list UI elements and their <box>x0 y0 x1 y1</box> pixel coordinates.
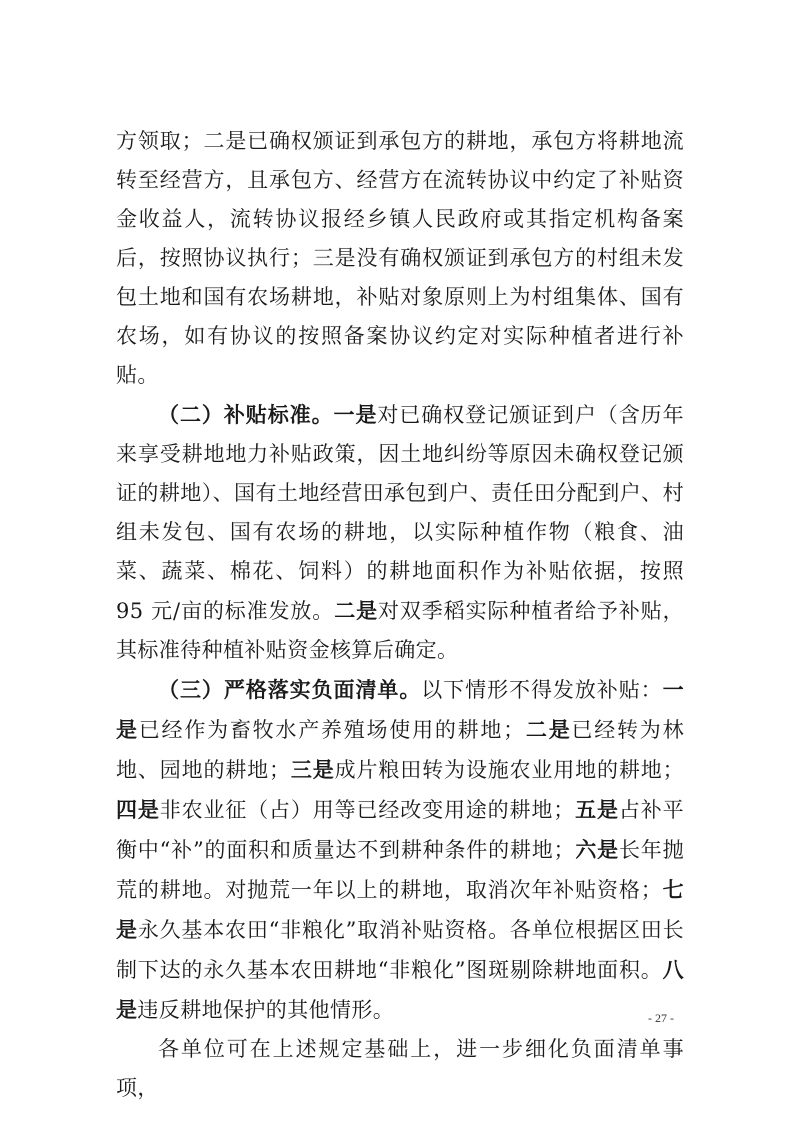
bold-text-run: （二）补贴标准。 <box>158 402 334 427</box>
body-paragraph <box>116 1030 684 1108</box>
text-run: 已经作为畜牧水产养殖场使用的耕地； <box>138 718 525 742</box>
bold-text-run: （三）严格落实负面清单。 <box>158 677 422 702</box>
body-paragraph <box>116 122 684 395</box>
text-run: 长年抛荒的耕地。对抛荒一年以上的耕地，取消次年补贴资格； <box>116 838 684 902</box>
bold-text-run: 七是 <box>116 877 685 942</box>
page-number: - 27 - <box>648 1011 674 1025</box>
text-run: 已经转为林地、园地的耕地； <box>116 718 684 782</box>
bold-text-run: 六是 <box>574 837 619 862</box>
bold-text-run: 一是 <box>333 402 378 427</box>
bold-text-run: 四是 <box>116 797 160 822</box>
text-run: 占补平衡中“补”的面积和质量达不到耕种条件的耕地； <box>116 798 684 862</box>
text-run: 非农业征（占）用等已经改变用途的耕地； <box>159 798 575 822</box>
bold-text-run: 五是 <box>574 797 619 822</box>
body-paragraph <box>116 395 684 670</box>
bold-text-run: 二是 <box>334 598 378 623</box>
text-run: 对双季稻实际种植者给予补贴，其标准待种植补贴资金核算后确定。 <box>116 599 684 662</box>
text-run: 违反耕地保护的其他情形。 <box>137 998 395 1022</box>
text-run: 各单位可在上述规定基础上，进一步细化负面清单事项， <box>116 1037 684 1100</box>
bold-text-run: 二是 <box>524 717 572 742</box>
body-paragraph <box>116 670 684 1030</box>
bold-text-run: 一是 <box>116 677 684 742</box>
bold-text-run: 八是 <box>116 957 684 1022</box>
bold-text-run: 三是 <box>290 757 335 782</box>
text-run: 成片粮田转为设施农业用地的耕地； <box>334 758 685 782</box>
text-run: 以下情形不得发放补贴： <box>421 678 663 702</box>
text-run: 对已确权登记颁证到户（含历年来享受耕地地力补贴政策，因土地纠纷等原因未确权登记颁证的耕地）、国有土地经营田承包到户、责任田分配到户、村组未发包、国有农场的耕地，以实际种植作物（粮食、油菜、蔬菜、棉花、饲料）的耕地面积作为补贴依据，按照 95 元/亩的标准发放。 <box>116 403 684 623</box>
text-run: 永久基本农田“非粮化”取消补贴资格。各单位根据区田长制下达的永久基本农田耕地“非粮化”图斑剔除耕地面积。 <box>116 918 684 982</box>
document-body <box>116 122 684 1108</box>
text-run: 方领取；二是已确权颁证到承包方的耕地，承包方将耕地流转至经营方，且承包方、经营方在流转协议中约定了补贴资金收益人，流转协议报经乡镇人民政府或其指定机构备案后，按照协议执行；三是没有确权颁证到承包方的村组未发包土地和国有农场耕地，补贴对象原则上为村组集体、国有农场，如有协议的按照备案协议约定对实际种植者进行补贴。 <box>116 129 684 387</box>
